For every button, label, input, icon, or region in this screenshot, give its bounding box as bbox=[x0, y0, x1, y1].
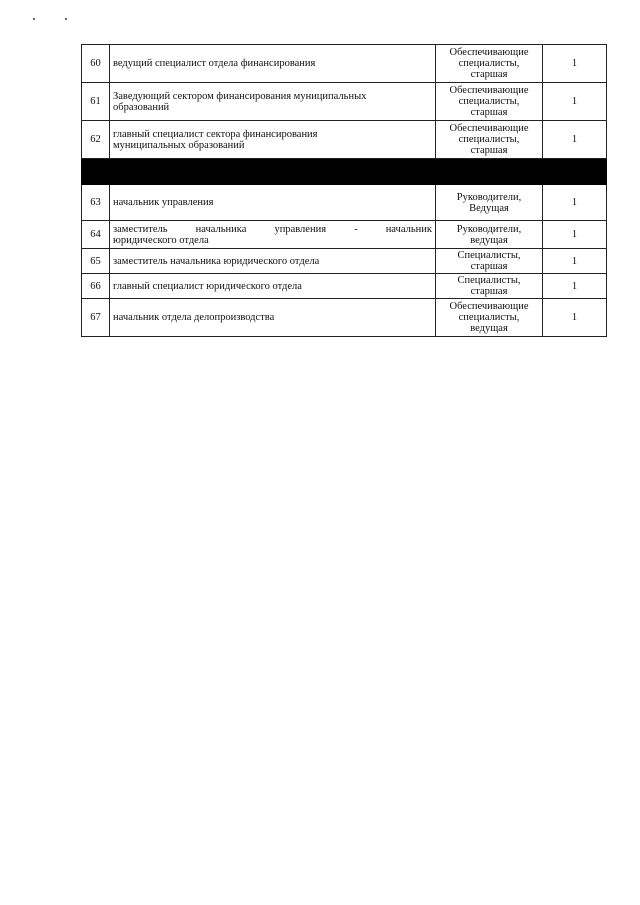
position-title: начальник управления bbox=[110, 185, 436, 221]
position-count: 1 bbox=[543, 274, 607, 299]
category-line: специалисты, bbox=[458, 134, 520, 145]
category-line: специалисты, bbox=[458, 58, 520, 69]
staff-positions-table bbox=[81, 44, 607, 337]
position-title bbox=[110, 121, 436, 159]
position-count: 1 bbox=[543, 249, 607, 274]
position-category bbox=[436, 274, 543, 299]
row-number: 67 bbox=[82, 299, 110, 337]
position-line bbox=[113, 224, 432, 235]
position-title: главный специалист юридического отдела bbox=[110, 274, 436, 299]
position-title bbox=[110, 83, 436, 121]
table-row bbox=[82, 274, 607, 299]
position-category bbox=[436, 249, 543, 274]
category-line: Обеспечивающие bbox=[449, 47, 529, 58]
position-line: Заведующий сектором финансирования муниципальных bbox=[113, 90, 367, 102]
position-category bbox=[436, 185, 543, 221]
category-line: старшая bbox=[470, 261, 508, 272]
table-row bbox=[82, 185, 607, 221]
row-number: 60 bbox=[82, 45, 110, 83]
scan-dot bbox=[65, 18, 67, 20]
position-word: начальник bbox=[385, 223, 432, 235]
position-category bbox=[436, 221, 543, 249]
position-category bbox=[436, 83, 543, 121]
table-row bbox=[82, 121, 607, 159]
position-title bbox=[110, 221, 436, 249]
position-category bbox=[436, 45, 543, 83]
row-number: 62 bbox=[82, 121, 110, 159]
category-line: Ведущая bbox=[469, 202, 509, 214]
table-row bbox=[82, 249, 607, 274]
position-count: 1 bbox=[543, 221, 607, 249]
position-word: заместитель bbox=[113, 223, 168, 235]
category-line: специалисты, bbox=[458, 312, 520, 323]
position-count: 1 bbox=[543, 185, 607, 221]
row-number: 66 bbox=[82, 274, 110, 299]
category-line: Обеспечивающие bbox=[449, 123, 529, 134]
position-title: ведущий специалист отдела финансирования bbox=[110, 45, 436, 83]
category-line: Специалисты, bbox=[457, 250, 521, 261]
row-number: 63 bbox=[82, 185, 110, 221]
category-line: Обеспечивающие bbox=[449, 301, 529, 312]
position-title: начальник отдела делопроизводства bbox=[110, 299, 436, 337]
table-row bbox=[82, 299, 607, 337]
position-word: управления bbox=[274, 223, 327, 235]
position-count: 1 bbox=[543, 121, 607, 159]
category-line: старшая bbox=[470, 286, 508, 297]
position-line: образований bbox=[113, 101, 170, 113]
position-word: - bbox=[354, 223, 358, 235]
table-row bbox=[82, 221, 607, 249]
category-line: старшая bbox=[470, 107, 508, 118]
row-number: 61 bbox=[82, 83, 110, 121]
category-line: Руководители, bbox=[456, 223, 522, 235]
position-title: заместитель начальника юридического отдела bbox=[110, 249, 436, 274]
table-row bbox=[82, 83, 607, 121]
position-count: 1 bbox=[543, 45, 607, 83]
position-line: юридического отдела bbox=[113, 234, 209, 246]
category-line: специалисты, bbox=[458, 96, 520, 107]
position-line: главный специалист сектора финансирования bbox=[113, 128, 318, 140]
redacted-bar bbox=[82, 159, 607, 185]
position-count: 1 bbox=[543, 299, 607, 337]
table-row bbox=[82, 45, 607, 83]
position-category bbox=[436, 299, 543, 337]
redacted-section-header bbox=[82, 159, 607, 185]
category-line: Специалисты, bbox=[457, 275, 521, 286]
category-line: старшая bbox=[470, 69, 508, 80]
row-number: 64 bbox=[82, 221, 110, 249]
position-category bbox=[436, 121, 543, 159]
position-count: 1 bbox=[543, 83, 607, 121]
position-word: начальника bbox=[195, 223, 247, 235]
position-line: муниципальных образований bbox=[113, 139, 245, 151]
category-line: Руководители, bbox=[456, 191, 522, 203]
category-line: ведущая bbox=[470, 323, 508, 334]
scan-dot bbox=[33, 18, 35, 20]
row-number: 65 bbox=[82, 249, 110, 274]
category-line: ведущая bbox=[470, 234, 508, 246]
category-line: Обеспечивающие bbox=[449, 85, 529, 96]
category-line: старшая bbox=[470, 145, 508, 156]
